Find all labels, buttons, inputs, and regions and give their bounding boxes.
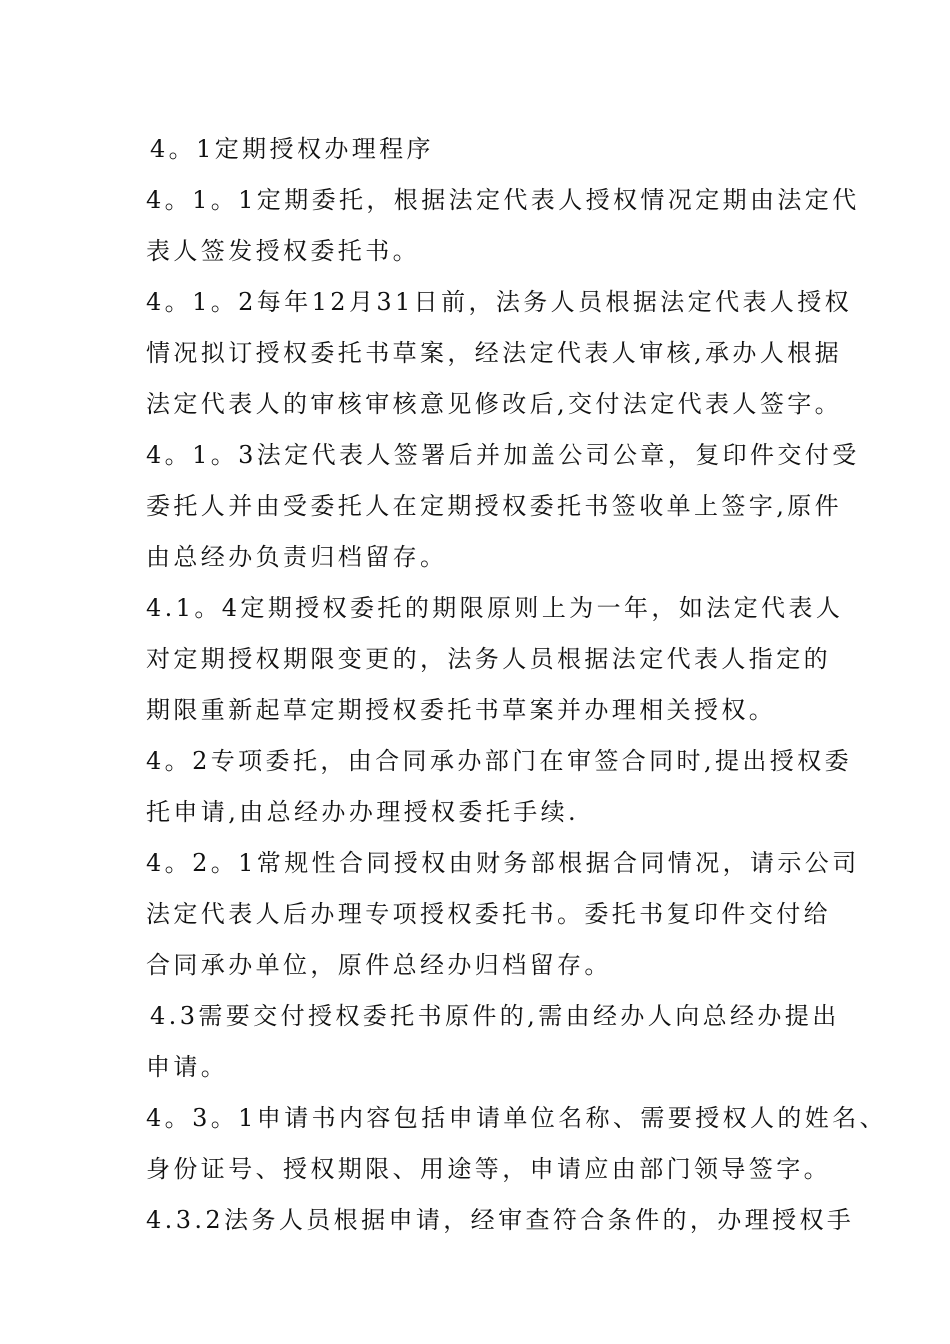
paragraph-line: 4。2专项委托，由合同承办部门在审签合同时,提出授权委 bbox=[146, 747, 852, 775]
paragraph-line: 由总经办负责归档留存。 bbox=[146, 543, 448, 571]
paragraph-line: 委托人并由受委托人在定期授权委托书签收单上签字,原件 bbox=[146, 492, 843, 520]
paragraph-line: 4.1。4定期授权委托的期限原则上为一年，如法定代表人 bbox=[146, 594, 844, 622]
paragraph-line: 托申请,由总经办办理授权委托手续. bbox=[146, 798, 580, 826]
paragraph-line: 身份证号、授权期限、用途等，申请应由部门领导签字。 bbox=[146, 1155, 831, 1183]
paragraph-line: 4.3需要交付授权委托书原件的,需由经办人向总经办提出 bbox=[150, 1002, 840, 1030]
paragraph-line: 合同承办单位，原件总经办归档留存。 bbox=[146, 951, 612, 979]
document-body bbox=[146, 124, 888, 1246]
paragraph-line: 情况拟订授权委托书草案，经法定代表人审核,承办人根据 bbox=[146, 339, 843, 367]
paragraph-line: 4。2。1常规性合同授权由财务部根据合同情况，请示公司 bbox=[146, 849, 860, 877]
paragraph-line: 表人签发授权委托书。 bbox=[146, 237, 420, 265]
paragraph-line: 法定代表人的审核审核意见修改后,交付法定代表人签字。 bbox=[146, 390, 843, 418]
paragraph-line: 4。3。1申请书内容包括申请单位名称、需要授权人的姓名、 bbox=[146, 1104, 888, 1132]
section-heading-4-1: 4。1定期授权办理程序 bbox=[150, 135, 434, 163]
paragraph-line: 对定期授权期限变更的，法务人员根据法定代表人指定的 bbox=[146, 645, 831, 673]
paragraph-line: 4。1。1定期委托，根据法定代表人授权情况定期由法定代 bbox=[146, 186, 860, 214]
paragraph-line: 法定代表人后办理专项授权委托书。委托书复印件交付给 bbox=[146, 900, 831, 928]
paragraph-line: 4。1。3法定代表人签署后并加盖公司公章，复印件交付受 bbox=[146, 441, 860, 469]
paragraph-line: 4.3.2法务人员根据申请，经审查符合条件的，办理授权手 bbox=[146, 1206, 855, 1234]
paragraph-line: 4。1。2每年12月31日前，法务人员根据法定代表人授权 bbox=[146, 288, 853, 316]
paragraph-line: 期限重新起草定期授权委托书草案并办理相关授权。 bbox=[146, 696, 777, 724]
paragraph-line: 申请。 bbox=[146, 1053, 229, 1081]
